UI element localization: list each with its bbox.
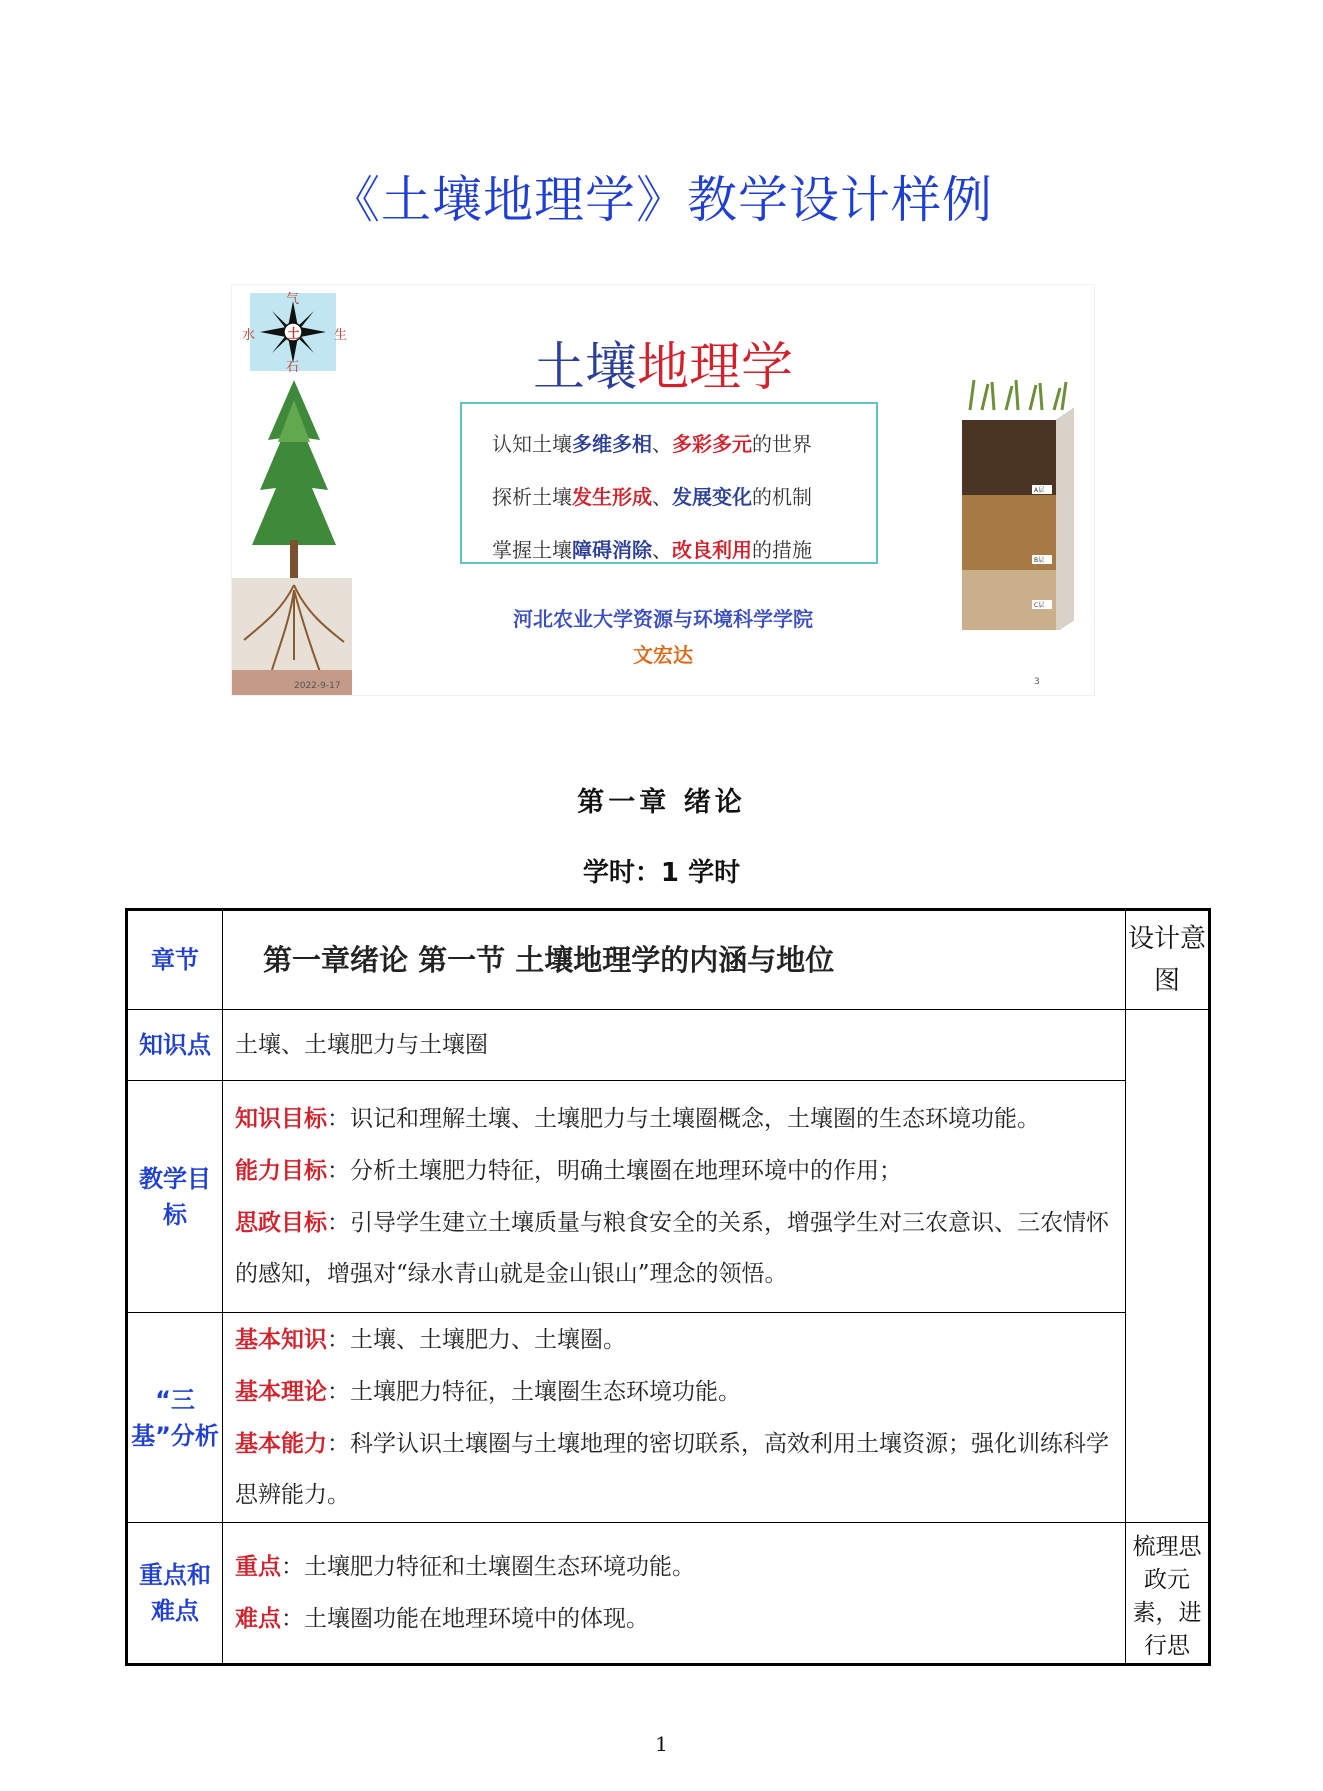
slide-author: 文宏达 [633,643,693,667]
compass-bottom-label: 石 [286,360,300,375]
slide-page-number: 3 [1034,677,1040,687]
slide-title-part1: 土壤 [532,338,637,398]
key-points-content [223,1523,1126,1665]
goal-knowledge: 知识目标：识记和理解土壤、土壤肥力与土壤圈概念，土壤圈的生态环境功能。 [235,1105,1040,1132]
key-point: 重点：土壤肥力特征和土壤圈生态环境功能。 [235,1553,695,1580]
design-intent-note: 梳理思政元素，进行思 [1126,1523,1210,1665]
goals-label: 教学目标 [127,1081,223,1313]
compass-right-label: 生 [334,328,348,343]
compass-left-label: 水 [242,328,256,343]
table-row-section [127,910,1210,1010]
chapter-heading: 第一章 绪论 [577,787,746,818]
slide-line-3: 掌握土壤障碍消除、改良利用的措施 [492,538,812,562]
table-row-goals [127,1081,1210,1313]
compass-top-label: 气 [286,292,300,307]
slide-line-1: 认知土壤多维多相、多彩多元的世界 [492,432,812,456]
goal-ideology: 思政目标：引导学生建立土壤质量与粮食安全的关系，增强学生对三农意识、三农情怀的感知，增强对“绿水青山就是金山银山”理念的领悟。 [235,1209,1109,1287]
goals-content [223,1081,1126,1313]
difficult-point: 难点：土壤圈功能在地理环境中的体现。 [235,1605,649,1632]
section-label: 章节 [127,910,223,1010]
knowledge-label: 知识点 [127,1010,223,1081]
basic-theory: 基本理论：土壤肥力特征，土壤圈生态环境功能。 [235,1378,741,1405]
horizon-b-label: B层 [1034,557,1045,564]
document-title: 《土壤地理学》教学设计样例 [330,171,993,229]
course-slide-image [232,285,1094,695]
class-hours: 学时：1 学时 [582,858,741,888]
lesson-design-table [125,908,1211,1666]
slide-date: 2022-9-17 [294,681,341,691]
horizon-a-label: A层 [1034,487,1045,494]
key-points-label: 重点和难点 [127,1523,223,1665]
table-row-knowledge [127,1010,1210,1081]
knowledge-value: 土壤、土壤肥力与土壤圈 [223,1010,1126,1081]
three-basics-content [223,1313,1126,1523]
design-intent-label: 设计意图 [1126,910,1210,1010]
slide-line-2: 探析土壤发生形成、发展变化的机制 [492,485,812,509]
horizon-c-label: C层 [1034,602,1045,609]
table-row-three-basics [127,1313,1210,1523]
soil-profile-illustration [962,380,1074,630]
slide-title-part2: 地理学 [637,338,794,398]
table-row-key-points [127,1523,1210,1665]
slide-objectives-box [460,402,878,564]
basic-ability: 基本能力：科学认识土壤圈与土壤地理的密切联系，高效利用土壤资源；强化训练科学思辨能力。 [235,1430,1109,1508]
design-intent-cell-upper [1126,1010,1210,1523]
section-value: 第一章绪论 第一节 土壤地理学的内涵与地位 [223,910,1126,1010]
page-number: 1 [655,1732,668,1756]
three-basics-label: “三基”分析 [127,1313,223,1523]
compass-center-label: 土 [287,327,301,342]
basic-knowledge: 基本知识：土壤、土壤肥力、土壤圈。 [235,1326,626,1353]
goal-ability: 能力目标：分析土壤肥力特征，明确土壤圈在地理环境中的作用； [235,1157,902,1184]
slide-institution: 河北农业大学资源与环境科学学院 [513,607,813,631]
